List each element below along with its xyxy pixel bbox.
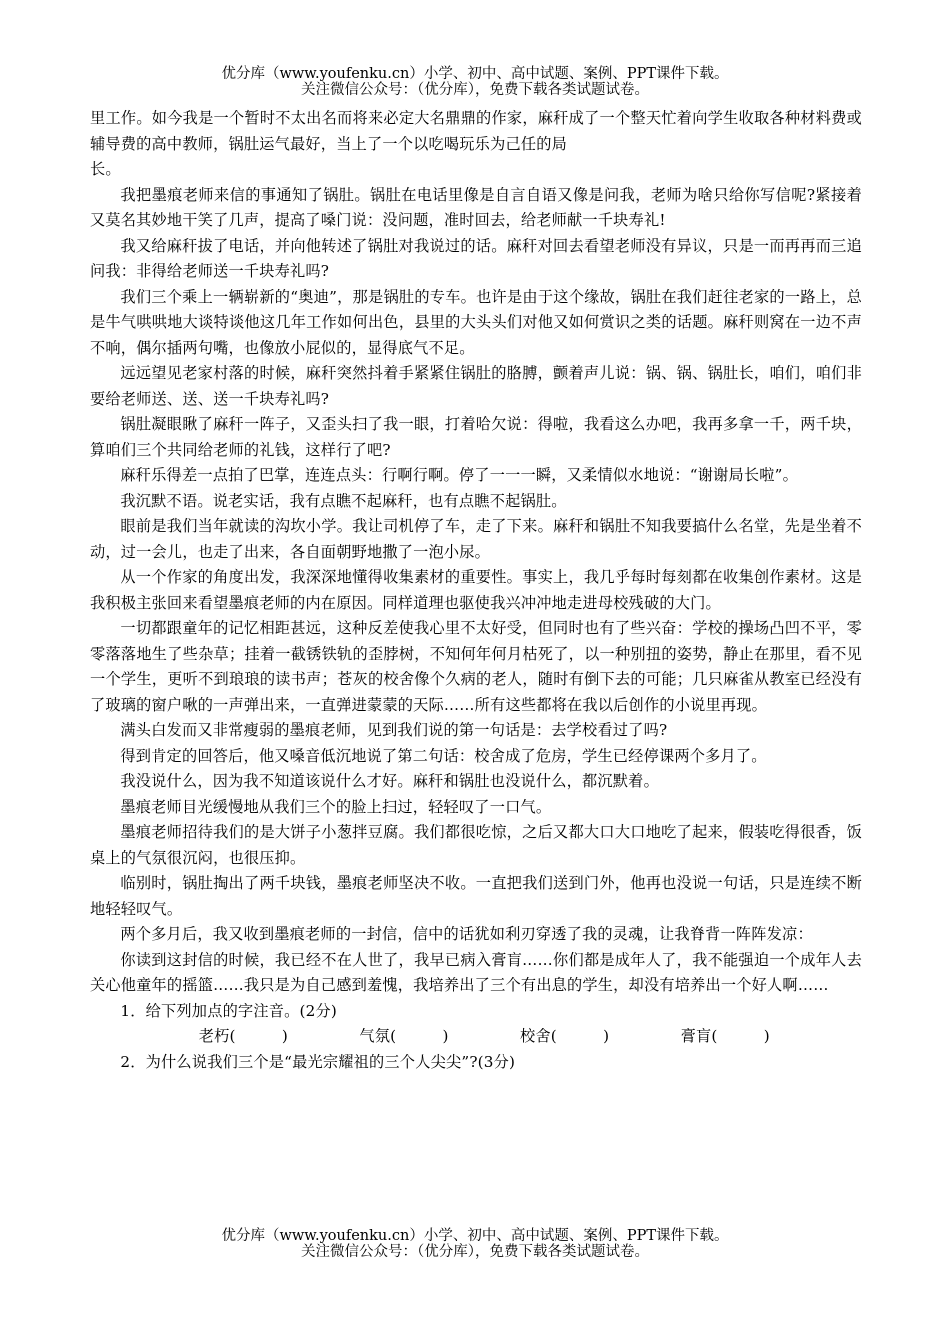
paragraph: 满头白发而又非常瘦弱的墨痕老师，见到我们说的第一句话是：去学校看过了吗?: [120, 721, 668, 739]
paragraph: 麻秆乐得差一点拍了巴掌，连连点头：行啊行啊。停了一一一瞬，又柔情似水地说：“谢谢局长啦”。: [120, 466, 798, 484]
header-line-2: 关注微信公众号：（优分库），免费下载各类试题试卷。: [301, 82, 649, 98]
footer-line-2: 关注微信公众号：（优分库），免费下载各类试题试卷。: [301, 1244, 649, 1260]
question-1: 1．给下列加点的字注音。(2分): [120, 1001, 338, 1020]
passage-content: [90, 106, 862, 1075]
paragraph: 我沉默不语。说老实话，我有点瞧不起麻秆，也有点瞧不起锅肚。: [120, 491, 567, 510]
paragraph: 眼前是我们当年就读的沟坎小学。我让司机停了车，走了下来。麻秆和锅肚不知我要搞什么名堂，先是坐着不动，过一会儿，也走了出来，各自面朝野地撒了一泡小尿。: [90, 517, 862, 561]
option-xiaoshe: 校舍( ): [520, 1027, 610, 1045]
paragraph: 临别时，锅肚掏出了两千块钱，墨痕老师坚决不收。一直把我们送到门外，他再也没说一句话，只是连续不断地轻轻叹气。: [90, 874, 862, 918]
option-laoxiu: 老朽( ): [198, 1027, 288, 1045]
paragraph: 我把墨痕老师来信的事通知了锅肚。锅肚在电话里像是自言自语又像是问我，老师为啥只给你写信呢?紧接着又莫名其妙地干笑了几声，提高了嗓门说：没问题，准时回去，给老师献一千块寿礼!: [90, 185, 862, 229]
question-1-options: [90, 1024, 862, 1050]
paragraph: 远远望见老家村落的时候，麻秆突然抖着手紧紧住锅肚的胳膊，颤着声儿说：锅、锅、锅肚长，咱们，咱们非要给老师送、送、送一千块寿礼吗?: [90, 364, 862, 408]
paragraph: 得到肯定的回答后，他又嗓音低沉地说了第二句话：校舍成了危房，学生已经停课两个多月了。: [120, 746, 767, 765]
option-gaohuang: 膏肓( ): [680, 1027, 770, 1045]
page-footer: [0, 1228, 950, 1260]
footer-line-1: 优分库（www.youfenku.cn）小学、初中、高中试题、案例、PPT课件下载。: [221, 1228, 729, 1244]
paragraph: 我们三个乘上一辆崭新的“奥迪”，那是锅肚的专车。也许是由于这个缘故，锅肚在我们赶往老家的一路上，总是牛气哄哄地大谈特谈他这几年工作如何出色，县里的大头头们对他又如何赏识之类的话题。麻秆则窝在一边不声不响，偶尔插两句嘴，也像放小屁似的，显得底气不足。: [90, 287, 862, 357]
passage-continued: 里工作。如今我是一个暂时不太出名而将来必定大名鼎鼎的作家，麻秆成了一个整天忙着向学生收取各种材料费或辅导费的高中教师，锅肚运气最好，当上了一个以吃喝玩乐为己任的局: [90, 109, 862, 153]
paragraph: 墨痕老师招待我们的是大饼子小葱拌豆腐。我们都很吃惊，之后又都大口大口地吃了起来，假装吃得很香，饭桌上的气氛很沉闷，也很压抑。: [90, 823, 862, 867]
paragraph: 两个多月后，我又收到墨痕老师的一封信，信中的话犹如利刃穿透了我的灵魂，让我脊背一阵阵发凉：: [120, 925, 813, 943]
paragraph: 我又给麻秆拔了电话，并向他转述了锅肚对我说过的话。麻秆对回去看望老师没有异议，只是一而再再而三追问我：非得给老师送一千块寿礼吗?: [90, 236, 862, 280]
paragraph: 从一个作家的角度出发，我深深地懂得收集素材的重要性。事实上，我几乎每时每刻都在收集创作素材。这是我积极主张回来看望墨痕老师的内在原因。同样道理也驱使我兴冲冲地走进母校残破的大门。: [90, 568, 862, 612]
paragraph: 锅肚凝眼瞅了麻秆一阵子，又歪头扫了我一眼，打着哈欠说：得啦，我看这么办吧，我再多拿一千，两千块，算咱们三个共同给老师的礼钱，这样行了吧?: [90, 415, 862, 459]
paragraph: 墨痕老师目光缓慢地从我们三个的脸上扫过，轻轻叹了一口气。: [120, 797, 552, 816]
paragraph: 我没说什么，因为我不知道该说什么才好。麻秆和锅肚也没说什么，都沉默着。: [120, 772, 659, 790]
option-qifen: 气氛( ): [359, 1027, 449, 1045]
letter-paragraph: 你读到这封信的时候，我已经不在人世了，我早已病入膏肓……你们都是成年人了，我不能强迫一个成年人去关心他童年的摇篮……我只是为自己感到羞愧，我培养出了三个有出息的学生，却没有培养出一个好人啊……: [90, 950, 862, 994]
question-2: 2．为什么说我们三个是“最光宗耀祖的三个人尖尖”?(3分): [120, 1052, 516, 1071]
page-header: [0, 66, 950, 98]
passage-continued-end: 长。: [90, 160, 121, 178]
header-line-1: 优分库（www.youfenku.cn）小学、初中、高中试题、案例、PPT课件下载。: [221, 66, 729, 82]
paragraph: 一切都跟童年的记忆相距甚远，这种反差使我心里不太好受，但同时也有了些兴奋：学校的操场凸凹不平，零零落落地生了些杂草；挂着一截锈铁轨的歪脖树，不知何年何月枯死了，以一种别扭的姿势，静止在那里，看不见一个学生，更听不到琅琅的读书声；苍灰的校舍像个久病的老人，随时有倒下去的可能；几只麻雀从教室已经没有了玻璃的窗户啾的一声弹出来，一直弹进蒙蒙的天际……所有这些都将在我以后创作的小说里再现。: [90, 619, 862, 714]
